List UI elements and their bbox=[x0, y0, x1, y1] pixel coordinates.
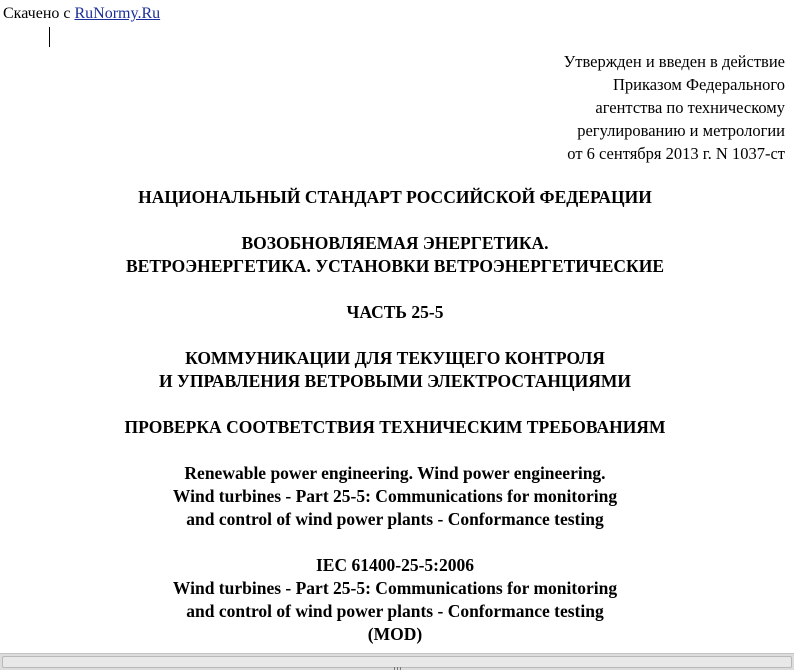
grip-lines-icon bbox=[394, 660, 406, 666]
national-standard-heading bbox=[0, 186, 790, 209]
text-cursor bbox=[49, 27, 50, 47]
english-title bbox=[0, 462, 790, 531]
source-line bbox=[3, 5, 160, 23]
heading-line: (MOD) bbox=[367, 624, 423, 644]
heading-line: ПРОВЕРКА СООТВЕТСТВИЯ ТЕХНИЧЕСКИМ ТРЕБОВАНИЯМ bbox=[124, 417, 666, 437]
heading-line: Renewable power engineering. Wind power engineering. bbox=[184, 463, 606, 483]
approval-line: агентства по техническому bbox=[595, 98, 785, 117]
heading-line: ВЕТРОЭНЕРГЕТИКА. УСТАНОВКИ ВЕТРОЭНЕРГЕТИЧЕСКИЕ bbox=[126, 256, 664, 276]
heading-line: and control of wind power plants - Conformance testing bbox=[186, 601, 604, 621]
heading-line: Wind turbines - Part 25-5: Communications for monitoring bbox=[172, 578, 618, 598]
heading-line: ЧАСТЬ 25-5 bbox=[346, 302, 444, 322]
heading-line: Wind turbines - Part 25-5: Communications for monitoring bbox=[172, 486, 618, 506]
iec-reference bbox=[0, 554, 790, 646]
approval-line: регулированию и метрологии bbox=[577, 121, 785, 140]
source-prefix: Скачено с bbox=[3, 5, 71, 22]
runormy-link[interactable]: RuNormy.Ru bbox=[74, 5, 161, 22]
heading-line: IEC 61400-25-5:2006 bbox=[316, 555, 474, 575]
approval-block bbox=[564, 50, 785, 165]
heading-line: ВОЗОБНОВЛЯЕМАЯ ЭНЕРГЕТИКА. bbox=[241, 233, 549, 253]
heading-line: НАЦИОНАЛЬНЫЙ СТАНДАРТ РОССИЙСКОЙ ФЕДЕРАЦИИ bbox=[138, 187, 652, 207]
topic-heading bbox=[0, 232, 790, 278]
part-heading bbox=[0, 301, 790, 324]
heading-line: and control of wind power plants - Conformance testing bbox=[186, 509, 604, 529]
approval-line: от 6 сентября 2013 г. N 1037-ст bbox=[567, 144, 785, 163]
approval-line: Утвержден и введен в действие bbox=[563, 52, 785, 71]
horizontal-scrollbar[interactable] bbox=[0, 653, 794, 670]
approval-line: Приказом Федерального bbox=[612, 75, 785, 94]
heading-line: КОММУНИКАЦИИ ДЛЯ ТЕКУЩЕГО КОНТРОЛЯ bbox=[185, 348, 605, 368]
communications-heading bbox=[0, 347, 790, 393]
conformance-heading bbox=[0, 416, 790, 439]
heading-line: И УПРАВЛЕНИЯ ВЕТРОВЫМИ ЭЛЕКТРОСТАНЦИЯМИ bbox=[159, 371, 631, 391]
scrollbar-thumb[interactable] bbox=[2, 656, 792, 668]
